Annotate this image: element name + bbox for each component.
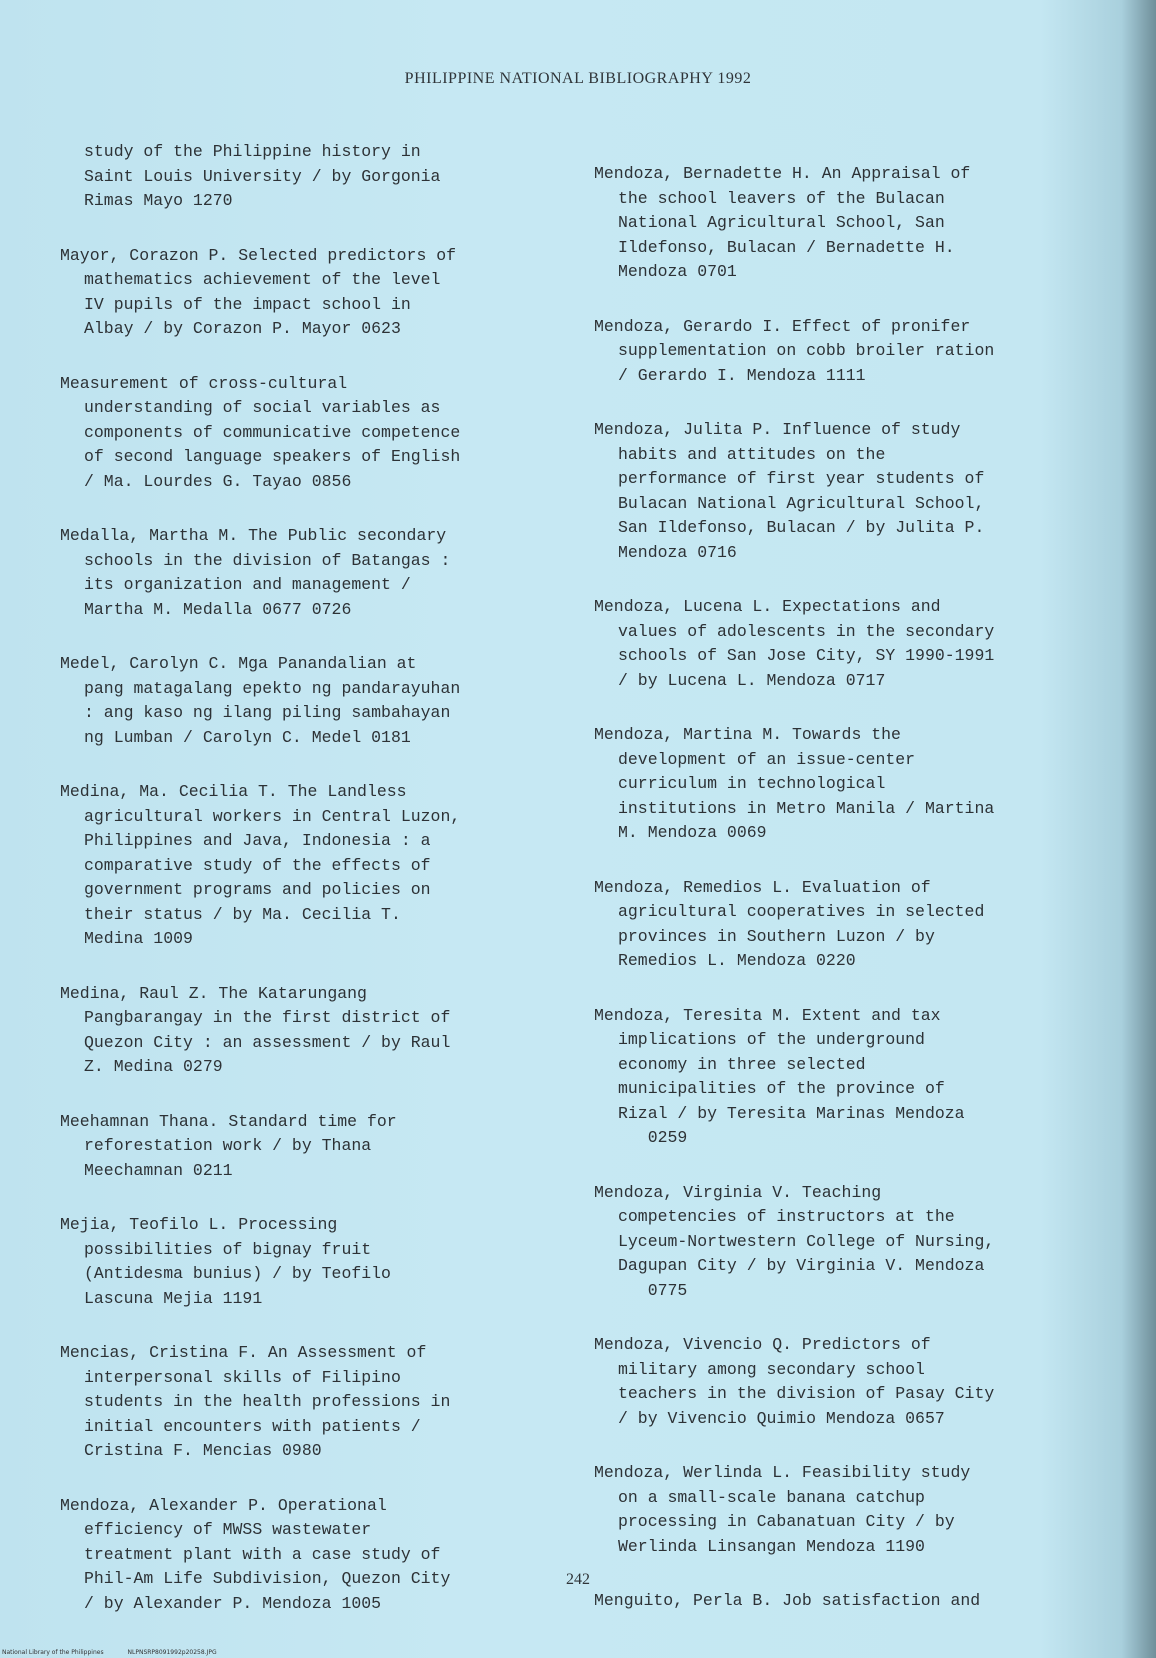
bibliography-entry <box>60 1494 555 1617</box>
bibliography-entry <box>594 315 1089 389</box>
bibliography-entry <box>594 1589 1089 1614</box>
entry-heading-line: Measurement of cross-cultural <box>60 373 348 393</box>
bibliography-entry <box>60 1341 555 1464</box>
entry-heading-line: Mendoza, Werlinda L. Feasibility study <box>594 1463 971 1482</box>
bibliography-entry <box>60 1110 555 1184</box>
bibliography-entry <box>60 372 555 495</box>
entry-heading-line: Mendoza, Virginia V. Teaching <box>594 1182 882 1202</box>
bibliography-entry <box>594 876 1089 974</box>
left-column <box>60 140 555 1646</box>
entry-heading-line: study of the Philippine history in <box>84 142 421 161</box>
entry-continuation-lines: reforestation work / by Thana Meechamnan 0211 <box>84 1136 372 1180</box>
entry-heading-line: Mendoza, Vivencio Q. Predictors of <box>594 1335 931 1354</box>
entry-heading-line: Medina, Raul Z. The Katarungang <box>60 983 367 1003</box>
bibliography-entry <box>60 780 555 952</box>
entry-continuation-lines: military among secondary school teachers in the division of Pasay City / by Vivencio Quimio Mendoza 0657 <box>618 1359 995 1428</box>
right-column <box>594 162 1089 1644</box>
scan-credit <box>2 1649 239 1656</box>
entry-heading-line: Medina, Ma. Cecilia T. The Landless <box>60 782 407 801</box>
credit-filename: NLPNSRP8091992p20258.JPG <box>127 1649 217 1656</box>
entry-heading-line: Mencias, Cristina F. An Assessment of <box>60 1343 427 1362</box>
bibliography-entry <box>60 652 555 750</box>
bibliography-entry <box>594 723 1089 846</box>
bibliography-entry <box>594 162 1089 285</box>
entry-heading-line: Medel, Carolyn C. Mga Panandalian at <box>60 654 417 673</box>
entry-continuation-lines: schools in the division of Batangas : its organization and management / Martha M. Medalla 0677 0726 <box>84 550 451 619</box>
bibliography-entry <box>60 982 555 1080</box>
bibliography-entry <box>594 1004 1089 1151</box>
entry-continuation-lines: development of an issue-center curriculum in technological institutions in Metro Manila / Martina M. Mendoza 0069 <box>618 749 995 842</box>
entry-heading-line: Mendoza, Alexander P. Operational <box>60 1495 387 1515</box>
entry-continuation-lines: agricultural workers in Central Luzon, Philippines and Java, Indonesia : a comparative study of the effects of government programs and policies on their status / by Ma. Cecilia T. Medina 1009 <box>84 806 461 948</box>
bibliography-entry <box>60 244 555 342</box>
entry-heading-line: Mendoza, Remedios L. Evaluation of <box>594 877 931 897</box>
bibliography-entry <box>60 524 555 622</box>
entry-heading-line: Mendoza, Martina M. Towards the <box>594 725 901 744</box>
entry-continuation-lines: values of adolescents in the secondary schools of San Jose City, SY 1990-1991 / by Lucena L. Mendoza 0717 <box>618 621 995 690</box>
entry-continuation-lines: implications of the underground economy in three selected municipalities of the province of Rizal / by Teresita Marinas Mendoza 0259 <box>618 1030 965 1147</box>
entry-continuation-lines: agricultural cooperatives in selected provinces in Southern Luzon / by Remedios L. Mendoza 0220 <box>618 902 985 970</box>
entry-continuation-lines: the school leavers of the Bulacan National Agricultural School, San Ildefonso, Bulacan / Bernadette H. Mendoza 0701 <box>618 188 955 281</box>
entry-heading-line: Menguito, Perla B. Job satisfaction and <box>594 1591 981 1610</box>
entry-heading-line: Medalla, Martha M. The Public secondary <box>60 526 447 545</box>
entry-continuation-lines: Pangbarangay in the first district of Quezon City : an assessment / by Raul Z. Medina 0279 <box>84 1008 451 1076</box>
entry-continuation-lines: mathematics achievement of the level IV pupils of the impact school in Albay / by Corazon P. Mayor 0623 <box>84 270 441 338</box>
bibliography-entry <box>594 595 1089 693</box>
entry-heading-line: Mendoza, Julita P. Influence of study <box>594 420 961 439</box>
bibliography-entry <box>60 140 555 214</box>
entry-heading-line: Meehamnan Thana. Standard time for <box>60 1111 397 1131</box>
entry-heading-line: Mayor, Corazon P. Selected predictors of <box>60 245 457 265</box>
entry-heading-line: Mejia, Teofilo L. Processing <box>60 1215 338 1234</box>
entry-continuation-lines: understanding of social variables as components of communicative competence of second language speakers of English / Ma. Lourdes G. Tayao 0856 <box>84 398 461 491</box>
entry-heading-line: Mendoza, Bernadette H. An Appraisal of <box>594 164 971 183</box>
page-header: PHILIPPINE NATIONAL BIBLIOGRAPHY 1992 <box>404 70 752 87</box>
credit-library: National Library of the Philippines <box>2 1649 104 1656</box>
page-number: 242 <box>566 1571 590 1588</box>
entry-heading-line: Mendoza, Lucena L. Expectations and <box>594 597 941 616</box>
entry-continuation-lines: efficiency of MWSS wastewater treatment plant with a case study of Phil-Am Life Subdivision, Quezon City / by Alexander P. Mendoza 1005 <box>84 1520 451 1613</box>
bibliography-entry <box>594 418 1089 565</box>
bibliography-entry <box>594 1181 1089 1304</box>
entry-continuation-lines: interpersonal skills of Filipino students in the health professions in initial encounters with patients / Cristina F. Mencias 0980 <box>84 1367 451 1460</box>
bibliography-entry <box>594 1333 1089 1431</box>
entry-heading-line: Mendoza, Gerardo I. Effect of pronifer <box>594 316 971 336</box>
entry-heading-line: Mendoza, Teresita M. Extent and tax <box>594 1005 941 1025</box>
entry-continuation-lines: Saint Louis University / by Gorgonia Rimas Mayo 1270 <box>84 166 441 210</box>
bibliography-entry <box>60 1213 555 1311</box>
entry-continuation-lines: competencies of instructors at the Lyceum-Nortwestern College of Nursing, Dagupan City / by Virginia V. Mendoza 0775 <box>618 1207 995 1300</box>
entry-continuation-lines: on a small-scale banana catchup processing in Cabanatuan City / by Werlinda Linsangan Mendoza 1190 <box>618 1487 955 1556</box>
entry-continuation-lines: possibilities of bignay fruit (Antidesma bunius) / by Teofilo Lascuna Mejia 1191 <box>84 1239 391 1308</box>
entry-continuation-lines: pang matagalang epekto ng pandarayuhan : ang kaso ng ilang piling sambahayan ng Lumban / Carolyn C. Medel 0181 <box>84 678 461 747</box>
entry-continuation-lines: habits and attitudes on the performance of first year students of Bulacan National Agricultural School, San Ildefonso, Bulacan / by Julita P. Mendoza 0716 <box>618 444 985 562</box>
entry-continuation-lines: supplementation on cobb broiler ration / Gerardo I. Mendoza 1111 <box>618 341 995 385</box>
bibliography-entry <box>594 1461 1089 1559</box>
